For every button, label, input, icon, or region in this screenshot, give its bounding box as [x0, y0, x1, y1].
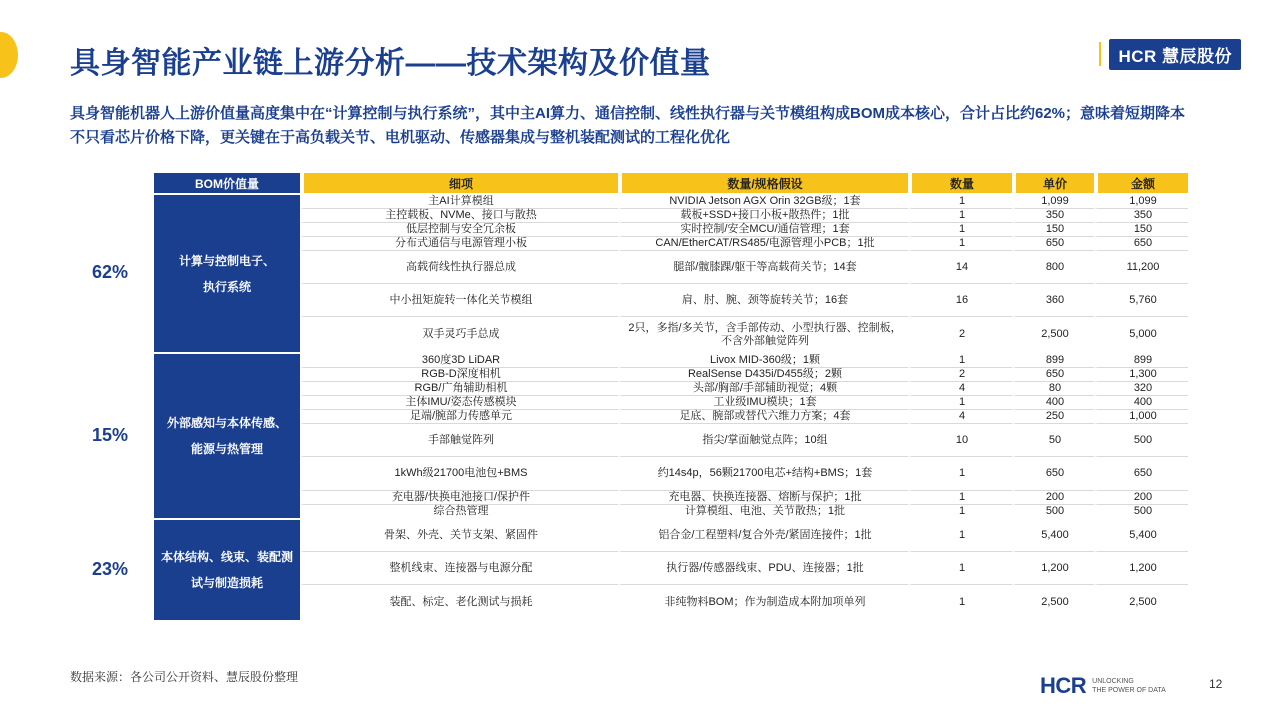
cell-qty: 1	[908, 456, 1012, 490]
cell-item: 双手灵巧手总成	[300, 316, 618, 352]
cell-qty: 1	[908, 352, 1012, 367]
cell-qty: 1	[908, 395, 1012, 409]
cell-qty: 1	[908, 518, 1012, 551]
cell-item: RGB-D深度相机	[300, 367, 618, 381]
cell-item: 1kWh级21700电池包+BMS	[300, 456, 618, 490]
cell-spec: 实时控制/安全MCU/通信管理；1套	[618, 222, 908, 236]
cell-item: 足端/腕部力传感单元	[300, 409, 618, 423]
page-title: 具身智能产业链上游分析——技术架构及价值量	[70, 47, 711, 80]
footer-logo-mark: HCR	[1040, 673, 1087, 698]
cell-spec: RealSense D435i/D455级；2颗	[618, 367, 908, 381]
logo-divider	[1099, 42, 1101, 66]
cell-unit-price: 5,400	[1012, 518, 1094, 551]
footer-logo	[1040, 673, 1166, 699]
cell-qty: 1	[908, 551, 1012, 584]
cell-spec: 约14s4p，56颗21700电芯+结构+BMS；1套	[618, 456, 908, 490]
cell-item: 主AI计算模组	[300, 193, 618, 208]
table-header-row	[70, 173, 1188, 193]
cell-amount: 500	[1094, 504, 1188, 518]
cell-spec: 工业级IMU模块；1套	[618, 395, 908, 409]
cell-item: 装配、标定、老化测试与损耗	[300, 584, 618, 620]
cell-amount: 2,500	[1094, 584, 1188, 620]
bom-table	[70, 173, 1188, 620]
cell-item: 高载荷线性执行器总成	[300, 250, 618, 283]
cell-spec: 肩、肘、腕、颈等旋转关节；16套	[618, 283, 908, 316]
header-unit-price: 单价	[1012, 173, 1094, 193]
footer-tagline-line2: THE POWER OF DATA	[1092, 687, 1166, 694]
header-amount: 金额	[1094, 173, 1188, 193]
cell-unit-price: 250	[1012, 409, 1094, 423]
cell-spec: CAN/EtherCAT/RS485/电源管理小PCB；1批	[618, 236, 908, 250]
group-percent: 23%	[91, 558, 129, 579]
cell-unit-price: 350	[1012, 208, 1094, 222]
cell-amount: 5,760	[1094, 283, 1188, 316]
header-qty: 数量	[908, 173, 1012, 193]
cell-unit-price: 500	[1012, 504, 1094, 518]
cell-qty: 2	[908, 367, 1012, 381]
bom-table-container	[70, 173, 1188, 620]
table-row	[70, 518, 1188, 551]
cell-unit-price: 360	[1012, 283, 1094, 316]
cell-item: 综合热管理	[300, 504, 618, 518]
cell-unit-price: 650	[1012, 367, 1094, 381]
cell-amount: 5,000	[1094, 316, 1188, 352]
table-row	[70, 352, 1188, 367]
cell-amount: 350	[1094, 208, 1188, 222]
cell-amount: 1,200	[1094, 551, 1188, 584]
footer-tagline	[1092, 677, 1166, 695]
cell-qty: 1	[908, 584, 1012, 620]
cell-item: 分布式通信与电源管理小板	[300, 236, 618, 250]
cell-qty: 1	[908, 193, 1012, 208]
cell-spec: 非纯物料BOM；作为制造成本附加项单列	[618, 584, 908, 620]
cell-unit-price: 400	[1012, 395, 1094, 409]
cell-item: 低层控制与安全冗余板	[300, 222, 618, 236]
group-name: 外部感知与本体传感、 能源与热管理	[150, 352, 300, 518]
cell-item: 主控载板、NVMe、接口与散热	[300, 208, 618, 222]
header-spec: 数量/规格假设	[618, 173, 908, 193]
cell-qty: 1	[908, 236, 1012, 250]
cell-item: 360度3D LiDAR	[300, 352, 618, 367]
table-row	[70, 193, 1188, 208]
cell-qty: 1	[908, 222, 1012, 236]
logo-text: HCR 慧辰股份	[1109, 39, 1241, 70]
header-item: 细项	[300, 173, 618, 193]
cell-qty: 1	[908, 504, 1012, 518]
cell-amount: 200	[1094, 490, 1188, 504]
cell-unit-price: 1,200	[1012, 551, 1094, 584]
cell-amount: 150	[1094, 222, 1188, 236]
cell-amount: 1,099	[1094, 193, 1188, 208]
cell-qty: 4	[908, 409, 1012, 423]
cell-amount: 11,200	[1094, 250, 1188, 283]
cell-amount: 320	[1094, 381, 1188, 395]
cell-unit-price: 200	[1012, 490, 1094, 504]
cell-qty: 2	[908, 316, 1012, 352]
page-subtitle: 具身智能机器人上游价值量高度集中在“计算控制与执行系统”，其中主AI算力、通信控制、线性执行器与关节模组构成BOM成本核心，合计占比约62%；意味着短期降本不只看芯片价格下降，更关键在于高负载关节、电机驱动、传感器集成与整机装配测试的工程化优化	[70, 105, 1186, 146]
group-percent: 62%	[91, 262, 129, 282]
cell-unit-price: 899	[1012, 352, 1094, 367]
cell-amount: 899	[1094, 352, 1188, 367]
cell-unit-price: 150	[1012, 222, 1094, 236]
header-percent	[70, 173, 150, 193]
cell-spec: 载板+SSD+接口小板+散热件；1批	[618, 208, 908, 222]
cell-amount: 1,000	[1094, 409, 1188, 423]
cell-unit-price: 2,500	[1012, 584, 1094, 620]
data-source-note: 数据来源：各公司公开资料、慧辰股份整理	[70, 670, 299, 684]
cell-qty: 1	[908, 208, 1012, 222]
cell-item: 主体IMU/姿态传感模块	[300, 395, 618, 409]
page-number: 12	[1209, 677, 1223, 691]
brand-logo	[1099, 40, 1241, 68]
cell-amount: 650	[1094, 236, 1188, 250]
cell-qty: 1	[908, 490, 1012, 504]
cell-item: 充电器/快换电池接口/保护件	[300, 490, 618, 504]
cell-spec: 2只，多指/多关节，含手部传动、小型执行器、控制板，不含外部触觉阵列	[618, 316, 908, 352]
cell-qty: 4	[908, 381, 1012, 395]
cell-qty: 10	[908, 423, 1012, 456]
cell-amount: 400	[1094, 395, 1188, 409]
table-body	[70, 193, 1188, 620]
cell-amount: 5,400	[1094, 518, 1188, 551]
cell-amount: 650	[1094, 456, 1188, 490]
cell-unit-price: 80	[1012, 381, 1094, 395]
cell-spec: 执行器/传感器线束、PDU、连接器；1批	[618, 551, 908, 584]
cell-item: 中小扭矩旋转一体化关节模组	[300, 283, 618, 316]
cell-spec: 足底、腕部或替代六维力方案；4套	[618, 409, 908, 423]
group-percent: 15%	[91, 424, 129, 445]
cell-unit-price: 1,099	[1012, 193, 1094, 208]
cell-unit-price: 2,500	[1012, 316, 1094, 352]
cell-spec: NVIDIA Jetson AGX Orin 32GB级；1套	[618, 193, 908, 208]
cell-qty: 14	[908, 250, 1012, 283]
cell-spec: 铝合金/工程塑料/复合外壳/紧固连接件；1批	[618, 518, 908, 551]
cell-unit-price: 50	[1012, 423, 1094, 456]
cell-spec: 腿部/髋膝踝/躯干等高载荷关节；14套	[618, 250, 908, 283]
cell-unit-price: 650	[1012, 456, 1094, 490]
cell-spec: 计算模组、电池、关节散热；1批	[618, 504, 908, 518]
footer-tagline-line1: UNLOCKING	[1092, 678, 1134, 685]
cell-spec: 头部/胸部/手部辅助视觉；4颗	[618, 381, 908, 395]
cell-spec: 充电器、快换连接器、熔断与保护；1批	[618, 490, 908, 504]
cell-amount: 1,300	[1094, 367, 1188, 381]
corner-accent-shape	[0, 32, 18, 78]
cell-unit-price: 800	[1012, 250, 1094, 283]
cell-item: 手部触觉阵列	[300, 423, 618, 456]
cell-item: 骨架、外壳、关节支架、紧固件	[300, 518, 618, 551]
group-name: 计算与控制电子、 执行系统	[150, 193, 300, 352]
cell-qty: 16	[908, 283, 1012, 316]
cell-spec: Livox MID-360级；1颗	[618, 352, 908, 367]
group-name: 本体结构、线束、装配测 试与制造损耗	[150, 518, 300, 620]
cell-item: RGB/广角辅助相机	[300, 381, 618, 395]
cell-spec: 指尖/掌面触觉点阵；10组	[618, 423, 908, 456]
header-bom: BOM价值量	[150, 173, 300, 193]
cell-item: 整机线束、连接器与电源分配	[300, 551, 618, 584]
cell-unit-price: 650	[1012, 236, 1094, 250]
cell-amount: 500	[1094, 423, 1188, 456]
